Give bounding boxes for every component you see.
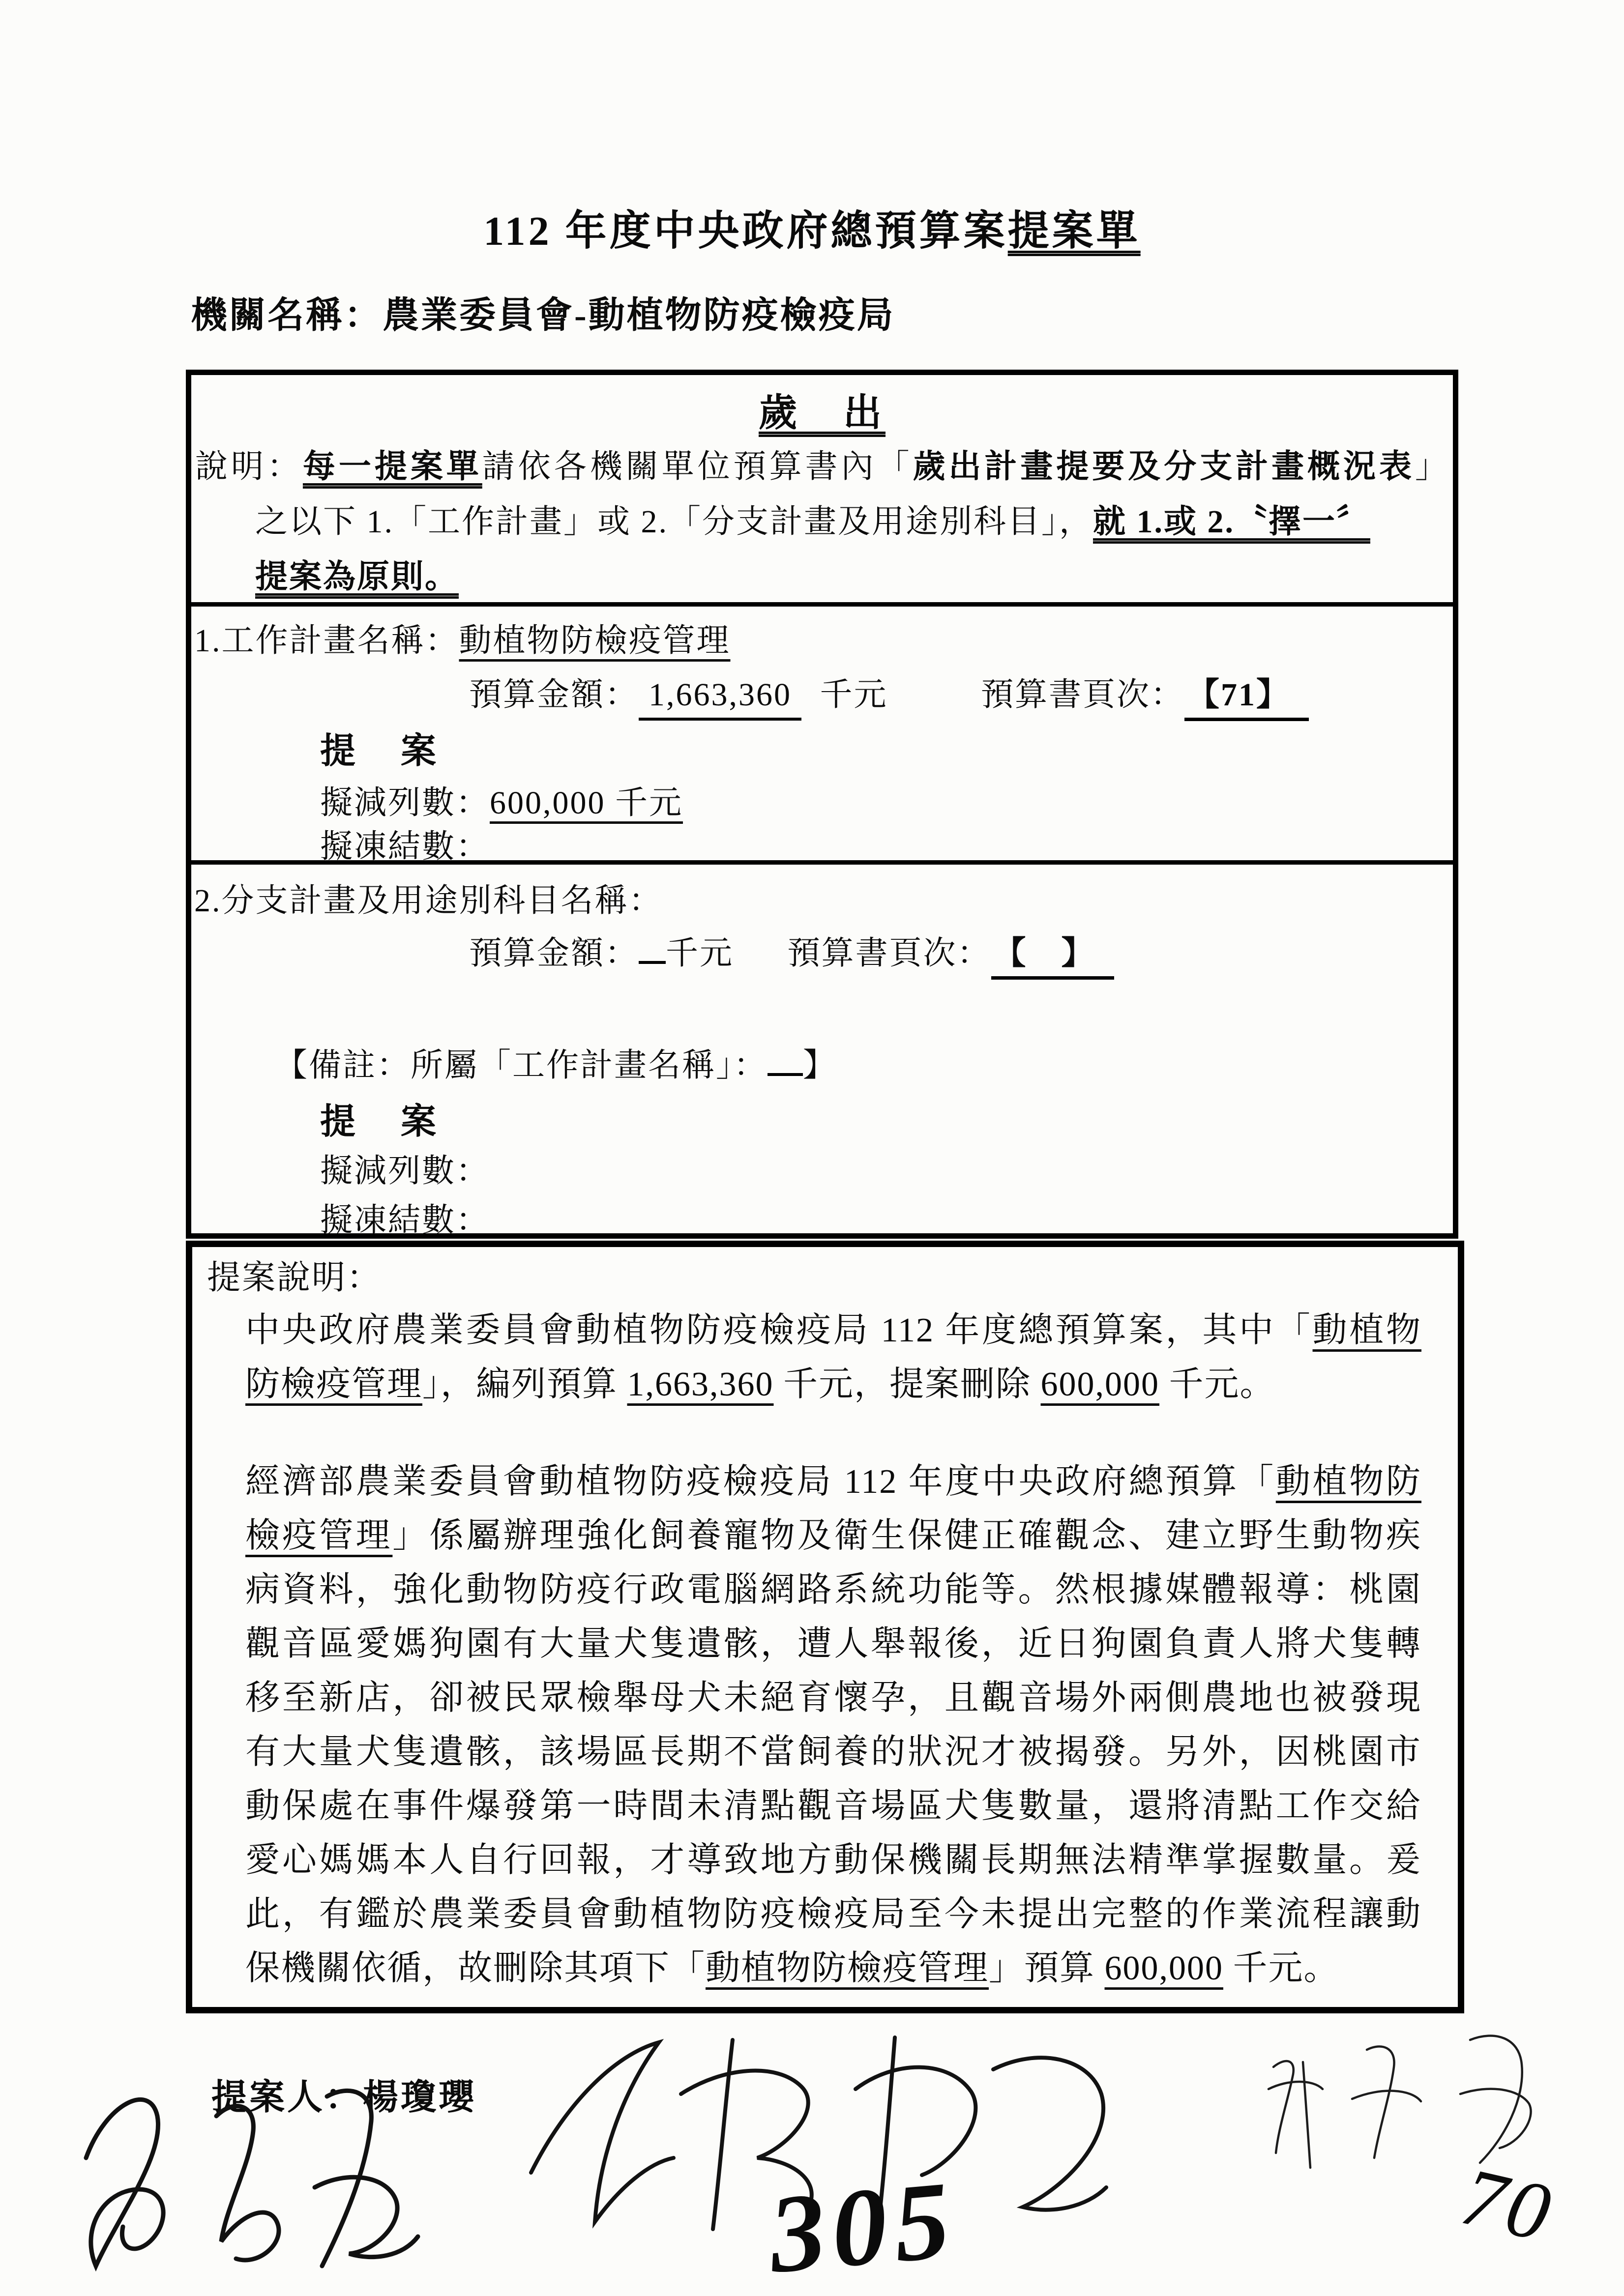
handwritten-number-305: 305 (764, 2157, 961, 2296)
explanation-p2-line1: 經濟部農業委員會動植物防疫檢疫局 112 年度中央政府總預算「動植物防 (245, 1463, 1421, 1501)
explanation-p1-line1: 中央政府農業委員會動植物防疫檢疫局 112 年度總預算案，其中「動植物 (245, 1311, 1422, 1349)
instruction-line-2: 之以下 1.「工作計畫」或 2.「分支計畫及用途別科目」，就 1.或 2.〝擇一〞 (255, 504, 1370, 540)
section1-name-label: 1.工作計畫名稱： (194, 623, 459, 659)
agency-line (191, 286, 895, 338)
section2-page-value: 【 】 (991, 935, 1114, 980)
section2-note-line (275, 1039, 837, 1085)
agency-name: 農業委員會-動植物防疫檢疫局 (383, 295, 895, 336)
section1-cut-value: 600,000 千元 (490, 785, 683, 821)
section2-freeze-line: 擬凍結數： (320, 1202, 490, 1238)
explanation-p2-line8: 愛心媽媽本人自行回報，才導致地方動保機關長期無法精準掌握數量。爰 (245, 1841, 1421, 1879)
section1-page-label: 預算書頁次： (981, 677, 1184, 713)
table-header: 歲 出 (758, 391, 886, 434)
section1-proposal-label: 提 案 (320, 731, 442, 771)
page-title (0, 198, 1624, 257)
explanation-p1-line2: 防檢疫管理」，編列預算 1,663,360 千元，提案刪除 600,000 千元。 (245, 1366, 1275, 1403)
row-divider (191, 602, 1453, 607)
instruction-line-3: 提案為原則。 (255, 559, 459, 595)
proposer-label: 提案人： (211, 2078, 363, 2117)
handwritten-signature-left (59, 2069, 467, 2286)
section2-name-line: 2.分支計畫及用途別科目名稱： (194, 883, 663, 919)
explanation-p2-line5: 移至新店，卻被民眾檢舉母犬未絕育懷孕，且觀音場外兩側農地也被發現 (245, 1679, 1421, 1717)
handwritten-number-70: 70 (1453, 2150, 1563, 2260)
instruction-line-1: 說明：每一提案單請依各機關單位預算書內「歲出計畫提要及分支計畫概況表」 (195, 449, 1449, 485)
explanation-p2-line2: 檢疫管理」係屬辦理強化飼養寵物及衛生保健正確觀念、建立野生動物疾 (245, 1517, 1422, 1555)
proposer-name: 楊瓊瓔 (363, 2078, 477, 2117)
section2-note-open: 【備註：所屬「工作計畫名稱」： (275, 1047, 768, 1083)
explanation-p2-line10: 保機關依循，故刪除其項下「動植物防檢疫管理」預算 600,000 千元。 (245, 1949, 1339, 1987)
explanation-p2-line6: 有大量犬隻遺骸，該場區長期不當飼養的狀況才被揭發。另外，因桃園市 (245, 1733, 1421, 1771)
section1-amount-label: 預算金額： (469, 677, 639, 713)
section1-amount-value: 1,663,360 (639, 677, 801, 721)
section2-cut-line: 擬減列數： (320, 1153, 490, 1189)
explanation-p2-line9: 此，有鑑於農業委員會動植物防疫檢疫局至今未提出完整的作業流程讓動 (245, 1895, 1421, 1933)
row-divider (191, 860, 1453, 865)
page-title-main: 112 年度中央政府總預算案 (483, 208, 1008, 254)
explanation-p2-line4: 觀音區愛媽狗園有大量犬隻遺骸，遭人舉報後，近日狗園負責人將犬隻轉 (245, 1625, 1421, 1663)
instruction-label: 說明： (195, 449, 303, 485)
section1-freeze-line: 擬凍結數： (320, 829, 490, 865)
section1-name-line (194, 614, 731, 661)
section1-amount-line (469, 668, 1309, 715)
section2-note-close: 】 (803, 1047, 837, 1083)
section2-amount-line (469, 927, 1114, 973)
section1-cut-label: 擬減列數： (320, 785, 490, 821)
blank-underline (639, 932, 666, 964)
section2-proposal-label: 提 案 (320, 1102, 442, 1141)
agency-label: 機關名稱： (191, 295, 383, 336)
explanation-p2-line3: 病資料，強化動物防疫行政電腦網路系統功能等。然根據媒體報導：桃園 (245, 1571, 1421, 1609)
section1-cut-line (320, 776, 683, 823)
section1-name-value: 動植物防檢疫管理 (459, 623, 731, 659)
explanation-box (186, 1241, 1464, 2013)
section2-amount-unit: 千元 (666, 935, 734, 971)
budget-table (186, 370, 1458, 1239)
section1-page-value: 【71】 (1184, 677, 1309, 721)
section2-page-label: 預算書頁次： (787, 935, 991, 971)
explanation-label: 提案說明： (207, 1259, 382, 1296)
section1-amount-unit: 千元 (820, 677, 888, 713)
blank-underline (768, 1044, 803, 1076)
page-title-underlined: 提案單 (1007, 208, 1141, 254)
explanation-p2-line7: 動保處在事件爆發第一時間未清點觀音場區犬隻數量，還將清點工作交給 (245, 1787, 1421, 1825)
section2-amount-label: 預算金額： (469, 935, 639, 971)
